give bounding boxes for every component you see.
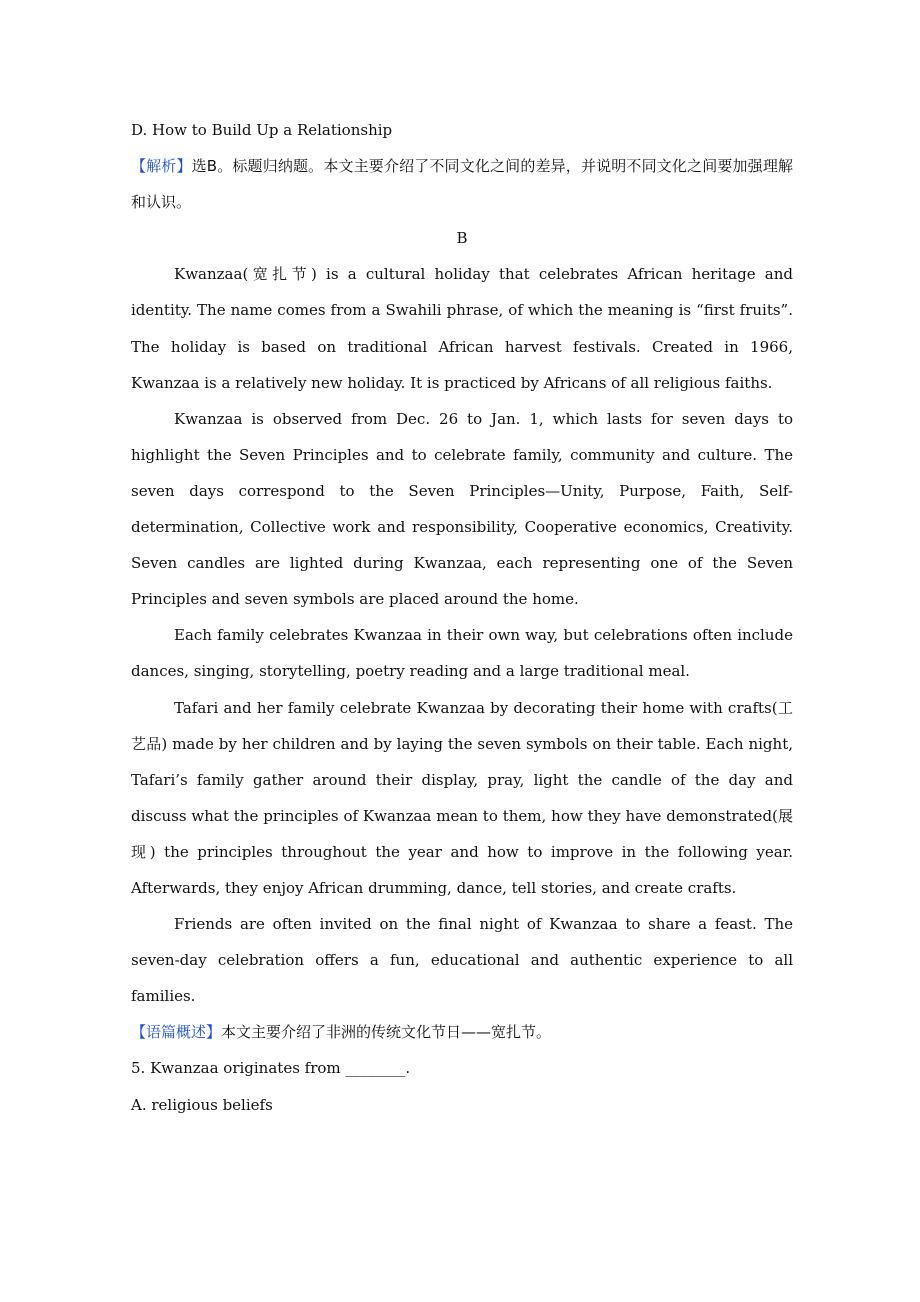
previous-option-d: D. How to Build Up a Relationship bbox=[131, 121, 393, 139]
passage-paragraph-3: Each family celebrates Kwanzaa in their own way, but celebrations often include dances, singing, storytelling, poetry reading and a large traditional meal. bbox=[131, 626, 793, 681]
passage-paragraph-1: Kwanzaa(宽扎节) is a cultural holiday that celebrates African heritage and identity. The name comes from a Swahili phrase, of which the meaning is “first fruits”. The holiday is based on traditional African harvest festivals. Created in 1966, Kwanzaa is a relatively new holiday. It is practiced by Africans of all religious faiths. bbox=[131, 265, 793, 392]
question-option-a: A. religious beliefs bbox=[131, 1095, 273, 1114]
passage-paragraph-5: Friends are often invited on the final night of Kwanzaa to share a feast. The seven-day celebration offers a fun, educational and authentic experience to all families. bbox=[131, 915, 793, 1006]
document-page bbox=[131, 112, 793, 1123]
analysis-block bbox=[131, 148, 793, 220]
section-label: B bbox=[456, 229, 468, 248]
passage-paragraph-4: Tafari and her family celebrate Kwanzaa by decorating their home with crafts(工艺品) made by her children and by laying the seven symbols on their table. Each night, Tafari’s family gather around their display, pray, light the candle of the day and discuss what the principles of Kwanzaa mean to them, how they have demonstrated(展现) the principles throughout the year and how to improve in the following year. Afterwards, they enjoy African drumming, dance, tell stories, and create crafts. bbox=[131, 698, 793, 897]
passage-paragraph-2: Kwanzaa is observed from Dec. 26 to Jan. 1, which lasts for seven days to highlight the Seven Principles and to celebrate family, community and culture. The seven days correspond to the Seven Principles—Unity, Purpose, Faith, Self-determination, Collective work and responsibility, Cooperative economics, Creativity. Seven candles are lighted during Kwanzaa, each representing one of the Seven Principles and seven symbols are placed around the home. bbox=[131, 409, 793, 609]
question-stem: 5. Kwanzaa originates from ________. bbox=[131, 1059, 411, 1078]
summary-tag: 【语篇概述】 bbox=[131, 1023, 222, 1042]
summary-text: 本文主要介绍了非洲的传统文化节日——宽扎节。 bbox=[221, 1023, 552, 1042]
analysis-tag: 【解析】 bbox=[131, 157, 192, 176]
summary-block bbox=[131, 1014, 793, 1050]
analysis-text: 选B。标题归纳题。本文主要介绍了不同文化之间的差异，并说明不同文化之间要加强理解和认识。 bbox=[131, 157, 793, 212]
